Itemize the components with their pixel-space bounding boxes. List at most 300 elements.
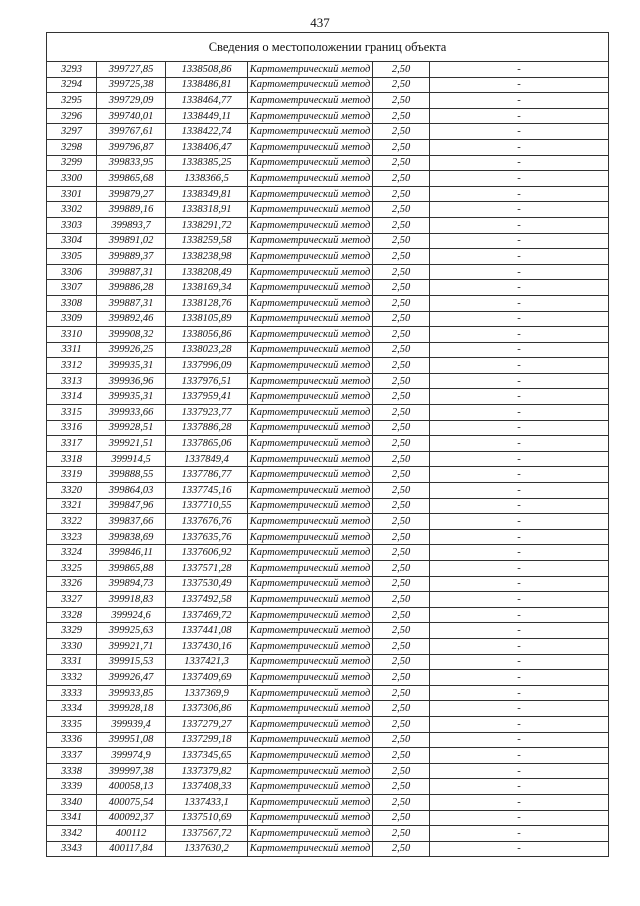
x-coordinate-cell: 400092,37 [97,810,166,826]
point-number-cell: 3324 [47,545,97,561]
table-row [47,373,609,389]
method-cell: Картометрический метод [248,108,373,124]
x-coordinate-cell: 399887,31 [97,295,166,311]
point-number-cell: 3331 [47,654,97,670]
accuracy-cell: 2,50 [373,264,430,280]
accuracy-cell: 2,50 [373,685,430,701]
x-coordinate-cell: 399879,27 [97,186,166,202]
table-row [47,358,609,374]
description-cell: - [430,124,609,140]
x-coordinate-cell: 399837,66 [97,514,166,530]
method-cell: Картометрический метод [248,280,373,296]
x-coordinate-cell: 399886,28 [97,280,166,296]
y-coordinate-cell: 1337510,69 [166,810,248,826]
table-row [47,139,609,155]
point-number-cell: 3340 [47,794,97,810]
x-coordinate-cell: 399725,38 [97,77,166,93]
description-cell: - [430,514,609,530]
x-coordinate-cell: 399925,63 [97,623,166,639]
accuracy-cell: 2,50 [373,233,430,249]
accuracy-cell: 2,50 [373,483,430,499]
method-cell: Картометрический метод [248,701,373,717]
accuracy-cell: 2,50 [373,311,430,327]
point-number-cell: 3332 [47,670,97,686]
x-coordinate-cell: 399892,46 [97,311,166,327]
table-row [47,623,609,639]
description-cell: - [430,171,609,187]
x-coordinate-cell: 399926,25 [97,342,166,358]
description-cell: - [430,62,609,78]
y-coordinate-cell: 1338464,77 [166,93,248,109]
table-row [47,592,609,608]
method-cell: Картометрический метод [248,607,373,623]
point-number-cell: 3315 [47,405,97,421]
description-cell: - [430,233,609,249]
accuracy-cell: 2,50 [373,280,430,296]
method-cell: Картометрический метод [248,295,373,311]
table-row [47,779,609,795]
x-coordinate-cell: 399891,02 [97,233,166,249]
y-coordinate-cell: 1337345,65 [166,748,248,764]
x-coordinate-cell: 399951,08 [97,732,166,748]
y-coordinate-cell: 1337606,92 [166,545,248,561]
y-coordinate-cell: 1337571,28 [166,561,248,577]
y-coordinate-cell: 1337421,3 [166,654,248,670]
method-cell: Картометрический метод [248,77,373,93]
x-coordinate-cell: 400058,13 [97,779,166,795]
x-coordinate-cell: 399924,6 [97,607,166,623]
accuracy-cell: 2,50 [373,451,430,467]
x-coordinate-cell: 399935,31 [97,358,166,374]
table-row [47,483,609,499]
y-coordinate-cell: 1337676,76 [166,514,248,530]
x-coordinate-cell: 399894,73 [97,576,166,592]
point-number-cell: 3328 [47,607,97,623]
method-cell: Картометрический метод [248,561,373,577]
point-number-cell: 3322 [47,514,97,530]
description-cell: - [430,389,609,405]
y-coordinate-cell: 1337996,09 [166,358,248,374]
x-coordinate-cell: 399889,16 [97,202,166,218]
method-cell: Картометрический метод [248,233,373,249]
description-cell: - [430,545,609,561]
y-coordinate-cell: 1338105,89 [166,311,248,327]
table-row [47,763,609,779]
table-title: Сведения о местоположении границ объекта [47,33,609,62]
table-row [47,327,609,343]
table-row [47,545,609,561]
y-coordinate-cell: 1338366,5 [166,171,248,187]
point-number-cell: 3316 [47,420,97,436]
accuracy-cell: 2,50 [373,93,430,109]
table-row [47,124,609,140]
table-row [47,311,609,327]
x-coordinate-cell: 399918,83 [97,592,166,608]
accuracy-cell: 2,50 [373,295,430,311]
method-cell: Картометрический метод [248,124,373,140]
accuracy-cell: 2,50 [373,545,430,561]
point-number-cell: 3301 [47,186,97,202]
table-row [47,451,609,467]
y-coordinate-cell: 1337630,2 [166,841,248,857]
y-coordinate-cell: 1338259,58 [166,233,248,249]
x-coordinate-cell: 399928,51 [97,420,166,436]
method-cell: Картометрический метод [248,826,373,842]
table-row [47,389,609,405]
method-cell: Картометрический метод [248,732,373,748]
point-number-cell: 3319 [47,467,97,483]
x-coordinate-cell: 399921,51 [97,436,166,452]
x-coordinate-cell: 399864,03 [97,483,166,499]
x-coordinate-cell: 399997,38 [97,763,166,779]
table-row [47,405,609,421]
point-number-cell: 3339 [47,779,97,795]
accuracy-cell: 2,50 [373,716,430,732]
point-number-cell: 3311 [47,342,97,358]
method-cell: Картометрический метод [248,483,373,499]
description-cell: - [430,638,609,654]
point-number-cell: 3305 [47,249,97,265]
table-row [47,420,609,436]
method-cell: Картометрический метод [248,810,373,826]
accuracy-cell: 2,50 [373,607,430,623]
method-cell: Картометрический метод [248,529,373,545]
point-number-cell: 3295 [47,93,97,109]
description-cell: - [430,186,609,202]
point-number-cell: 3337 [47,748,97,764]
description-cell: - [430,342,609,358]
point-number-cell: 3334 [47,701,97,717]
y-coordinate-cell: 1338128,76 [166,295,248,311]
table-row [47,233,609,249]
description-cell: - [430,716,609,732]
table-row [47,529,609,545]
table-row [47,249,609,265]
method-cell: Картометрический метод [248,373,373,389]
method-cell: Картометрический метод [248,264,373,280]
method-cell: Картометрический метод [248,498,373,514]
table-row [47,77,609,93]
x-coordinate-cell: 399888,55 [97,467,166,483]
method-cell: Картометрический метод [248,592,373,608]
method-cell: Картометрический метод [248,514,373,530]
accuracy-cell: 2,50 [373,701,430,717]
table-row [47,280,609,296]
accuracy-cell: 2,50 [373,358,430,374]
x-coordinate-cell: 399908,32 [97,327,166,343]
accuracy-cell: 2,50 [373,841,430,857]
accuracy-cell: 2,50 [373,327,430,343]
method-cell: Картометрический метод [248,342,373,358]
x-coordinate-cell: 399936,96 [97,373,166,389]
method-cell: Картометрический метод [248,841,373,857]
table-row [47,155,609,171]
y-coordinate-cell: 1338422,74 [166,124,248,140]
table-row [47,436,609,452]
y-coordinate-cell: 1337865,06 [166,436,248,452]
description-cell: - [430,311,609,327]
accuracy-cell: 2,50 [373,498,430,514]
x-coordinate-cell: 399767,61 [97,124,166,140]
method-cell: Картометрический метод [248,685,373,701]
accuracy-cell: 2,50 [373,529,430,545]
y-coordinate-cell: 1337849,4 [166,451,248,467]
table-row [47,685,609,701]
x-coordinate-cell: 399796,87 [97,139,166,155]
x-coordinate-cell: 400112 [97,826,166,842]
method-cell: Картометрический метод [248,779,373,795]
point-number-cell: 3312 [47,358,97,374]
point-number-cell: 3320 [47,483,97,499]
y-coordinate-cell: 1338486,81 [166,77,248,93]
description-cell: - [430,249,609,265]
accuracy-cell: 2,50 [373,779,430,795]
description-cell: - [430,202,609,218]
accuracy-cell: 2,50 [373,249,430,265]
table-row [47,217,609,233]
y-coordinate-cell: 1337379,82 [166,763,248,779]
method-cell: Картометрический метод [248,794,373,810]
x-coordinate-cell: 399921,71 [97,638,166,654]
y-coordinate-cell: 1337786,77 [166,467,248,483]
table-row [47,108,609,124]
table-row [47,202,609,218]
y-coordinate-cell: 1338318,91 [166,202,248,218]
y-coordinate-cell: 1337567,72 [166,826,248,842]
table-row [47,62,609,78]
x-coordinate-cell: 399887,31 [97,264,166,280]
description-cell: - [430,77,609,93]
accuracy-cell: 2,50 [373,670,430,686]
accuracy-cell: 2,50 [373,217,430,233]
point-number-cell: 3333 [47,685,97,701]
point-number-cell: 3293 [47,62,97,78]
point-number-cell: 3296 [47,108,97,124]
y-coordinate-cell: 1338291,72 [166,217,248,233]
method-cell: Картометрический метод [248,311,373,327]
x-coordinate-cell: 399939,4 [97,716,166,732]
point-number-cell: 3335 [47,716,97,732]
accuracy-cell: 2,50 [373,155,430,171]
description-cell: - [430,358,609,374]
x-coordinate-cell: 399729,09 [97,93,166,109]
y-coordinate-cell: 1338449,11 [166,108,248,124]
description-cell: - [430,701,609,717]
accuracy-cell: 2,50 [373,342,430,358]
x-coordinate-cell: 399933,66 [97,405,166,421]
method-cell: Картометрический метод [248,155,373,171]
point-number-cell: 3299 [47,155,97,171]
y-coordinate-cell: 1337409,69 [166,670,248,686]
accuracy-cell: 2,50 [373,592,430,608]
y-coordinate-cell: 1337886,28 [166,420,248,436]
y-coordinate-cell: 1338056,86 [166,327,248,343]
point-number-cell: 3341 [47,810,97,826]
table-row [47,171,609,187]
method-cell: Картометрический метод [248,327,373,343]
description-cell: - [430,108,609,124]
method-cell: Картометрический метод [248,451,373,467]
description-cell: - [430,139,609,155]
y-coordinate-cell: 1337369,9 [166,685,248,701]
x-coordinate-cell: 399727,85 [97,62,166,78]
accuracy-cell: 2,50 [373,62,430,78]
y-coordinate-cell: 1337433,1 [166,794,248,810]
table-row [47,841,609,857]
point-number-cell: 3308 [47,295,97,311]
table-title-row [47,33,609,62]
y-coordinate-cell: 1337959,41 [166,389,248,405]
accuracy-cell: 2,50 [373,748,430,764]
y-coordinate-cell: 1337710,55 [166,498,248,514]
point-number-cell: 3317 [47,436,97,452]
method-cell: Картометрический метод [248,638,373,654]
table-body [47,62,609,857]
point-number-cell: 3298 [47,139,97,155]
method-cell: Картометрический метод [248,249,373,265]
accuracy-cell: 2,50 [373,139,430,155]
point-number-cell: 3329 [47,623,97,639]
y-coordinate-cell: 1338406,47 [166,139,248,155]
table-row [47,576,609,592]
table-row [47,607,609,623]
description-cell: - [430,93,609,109]
table-row [47,654,609,670]
y-coordinate-cell: 1338349,81 [166,186,248,202]
description-cell: - [430,451,609,467]
description-cell: - [430,732,609,748]
y-coordinate-cell: 1337976,51 [166,373,248,389]
point-number-cell: 3343 [47,841,97,857]
table-row [47,826,609,842]
description-cell: - [430,826,609,842]
y-coordinate-cell: 1337306,86 [166,701,248,717]
boundary-coordinates-table [46,32,609,857]
point-number-cell: 3338 [47,763,97,779]
y-coordinate-cell: 1338208,49 [166,264,248,280]
description-cell: - [430,467,609,483]
table-row [47,794,609,810]
method-cell: Картометрический метод [248,670,373,686]
accuracy-cell: 2,50 [373,826,430,842]
point-number-cell: 3327 [47,592,97,608]
y-coordinate-cell: 1337441,08 [166,623,248,639]
table-row [47,514,609,530]
x-coordinate-cell: 399915,53 [97,654,166,670]
x-coordinate-cell: 399935,31 [97,389,166,405]
x-coordinate-cell: 399847,96 [97,498,166,514]
description-cell: - [430,217,609,233]
description-cell: - [430,483,609,499]
x-coordinate-cell: 399740,01 [97,108,166,124]
point-number-cell: 3294 [47,77,97,93]
description-cell: - [430,420,609,436]
y-coordinate-cell: 1337635,76 [166,529,248,545]
method-cell: Картометрический метод [248,436,373,452]
table-row [47,93,609,109]
x-coordinate-cell: 399914,5 [97,451,166,467]
description-cell: - [430,685,609,701]
description-cell: - [430,295,609,311]
x-coordinate-cell: 399893,7 [97,217,166,233]
page-number: 437 [310,15,330,30]
point-number-cell: 3307 [47,280,97,296]
method-cell: Картометрический метод [248,654,373,670]
accuracy-cell: 2,50 [373,623,430,639]
table-row [47,342,609,358]
x-coordinate-cell: 399833,95 [97,155,166,171]
method-cell: Картометрический метод [248,358,373,374]
point-number-cell: 3336 [47,732,97,748]
description-cell: - [430,327,609,343]
table-row [47,670,609,686]
method-cell: Картометрический метод [248,389,373,405]
description-cell: - [430,373,609,389]
y-coordinate-cell: 1338385,25 [166,155,248,171]
accuracy-cell: 2,50 [373,561,430,577]
description-cell: - [430,841,609,857]
description-cell: - [430,607,609,623]
table-row [47,467,609,483]
point-number-cell: 3318 [47,451,97,467]
y-coordinate-cell: 1337923,77 [166,405,248,421]
table-row [47,561,609,577]
accuracy-cell: 2,50 [373,405,430,421]
y-coordinate-cell: 1338508,86 [166,62,248,78]
accuracy-cell: 2,50 [373,576,430,592]
accuracy-cell: 2,50 [373,202,430,218]
description-cell: - [430,436,609,452]
description-cell: - [430,529,609,545]
accuracy-cell: 2,50 [373,654,430,670]
point-number-cell: 3314 [47,389,97,405]
description-cell: - [430,794,609,810]
table-row [47,701,609,717]
method-cell: Картометрический метод [248,716,373,732]
y-coordinate-cell: 1338023,28 [166,342,248,358]
point-number-cell: 3321 [47,498,97,514]
y-coordinate-cell: 1337279,27 [166,716,248,732]
accuracy-cell: 2,50 [373,794,430,810]
description-cell: - [430,763,609,779]
point-number-cell: 3330 [47,638,97,654]
description-cell: - [430,155,609,171]
x-coordinate-cell: 399928,18 [97,701,166,717]
description-cell: - [430,654,609,670]
accuracy-cell: 2,50 [373,108,430,124]
x-coordinate-cell: 399838,69 [97,529,166,545]
accuracy-cell: 2,50 [373,514,430,530]
accuracy-cell: 2,50 [373,186,430,202]
accuracy-cell: 2,50 [373,810,430,826]
table-row [47,295,609,311]
point-number-cell: 3325 [47,561,97,577]
accuracy-cell: 2,50 [373,638,430,654]
method-cell: Картометрический метод [248,467,373,483]
description-cell: - [430,576,609,592]
method-cell: Картометрический метод [248,545,373,561]
accuracy-cell: 2,50 [373,732,430,748]
description-cell: - [430,623,609,639]
method-cell: Картометрический метод [248,139,373,155]
method-cell: Картометрический метод [248,217,373,233]
y-coordinate-cell: 1337530,49 [166,576,248,592]
x-coordinate-cell: 399846,11 [97,545,166,561]
method-cell: Картометрический метод [248,420,373,436]
method-cell: Картометрический метод [248,405,373,421]
x-coordinate-cell: 399933,85 [97,685,166,701]
table-row [47,264,609,280]
